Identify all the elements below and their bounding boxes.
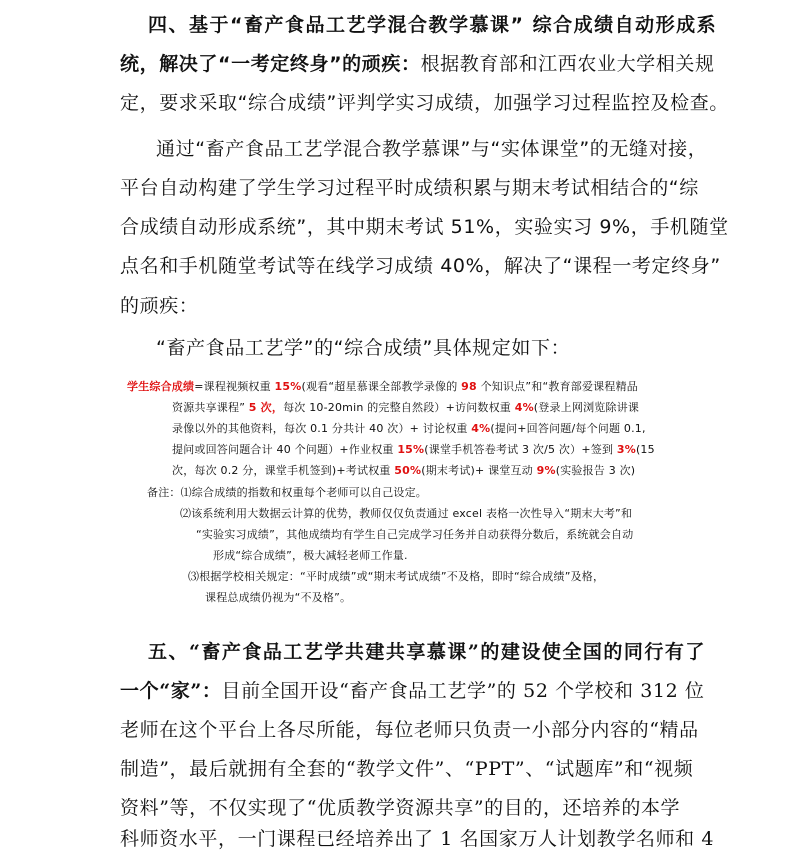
- formula-text: 录像以外的其他资料，每次 0.1 分共计 40 次）+ 讨论权重: [172, 422, 472, 435]
- formula-line: [172, 462, 635, 478]
- formula-text: (观看“超星慕课全部教学录像的: [301, 380, 462, 393]
- section5-line2: [120, 676, 705, 703]
- formula-line: [172, 420, 646, 436]
- formula-highlight: 15%: [274, 380, 302, 393]
- formula-highlight: 9%: [536, 464, 556, 477]
- section4-para-line: 通过“畜产食品工艺学混合教学慕课”与“实体课堂”的无缝对接，: [156, 138, 708, 160]
- formula-text: =课程视频权重: [194, 380, 275, 393]
- section5-line: 老师在这个平台上各尽所能，每位老师只负责一小部分内容的“精品: [120, 719, 699, 741]
- section5-line2-bold: 一个“家”：: [120, 680, 222, 702]
- section4-heading-line2: [120, 49, 715, 76]
- formula-highlight: 98: [461, 380, 477, 393]
- formula-highlight: 4%: [514, 401, 534, 414]
- formula-text: 次，每次 0.2 分，课堂手机签到)+考试权重: [172, 464, 395, 477]
- note-1: 备注：⑴综合成绩的指数和权重每个老师可以自己设定。: [147, 486, 427, 499]
- formula-text: 提问或回答问题合计 40 个问题）+作业权重: [172, 443, 398, 456]
- note-3-line1: ⑶根据学校相关规定：“平时成绩”或“期末考试成绩”不及格，即时“综合成绩”及格，: [188, 570, 605, 583]
- formula-text: 个知识点”和“教育部爱课程精品: [476, 380, 638, 393]
- formula-line: [172, 399, 639, 415]
- section5-line2-rest: 目前全国开设“畜产食品工艺学”的 52 个学校和 312 位: [221, 680, 705, 702]
- formula-text: (期末考试)+ 课堂互动: [421, 464, 537, 477]
- formula-line: [172, 441, 655, 457]
- section5-line: 科师资水平，一门课程已经培养出了 1 名国家万人计划教学名师和 4: [120, 828, 715, 850]
- section4-heading-rest: 根据教育部和江西农业大学相关规: [420, 53, 715, 75]
- formula-text: 资源共享课程”: [172, 401, 249, 414]
- note-2-line3: 形成“综合成绩”，极大减轻老师工作量.: [213, 549, 408, 562]
- formula-text: 每次 10-20min 的完整自然段）+访问数权重: [283, 401, 515, 414]
- section4-line3: 定，要求采取“综合成绩”评判学实习成绩，加强学习过程监控及检查。: [120, 92, 729, 114]
- section4-heading-bold: 统，解决了“一考定终身”的顽疾：: [120, 53, 421, 75]
- formula-highlight: 4%: [471, 422, 491, 435]
- section4-heading-line1: 四、基于“畜产食品工艺学混合教学慕课” 综合成绩自动形成系: [148, 14, 718, 36]
- formula-highlight: 50%: [394, 464, 422, 477]
- note-2-line2: “实验实习成绩”，其他成绩均有学生自己完成学习任务并自动获得分数后，系统就会自动: [196, 528, 634, 541]
- formula-line: [127, 378, 638, 394]
- section5-heading-line1: 五、“畜产食品工艺学共建共享慕课”的建设使全国的同行有了: [148, 641, 706, 663]
- formula-highlight: 3%: [616, 443, 636, 456]
- formula-highlight: 15%: [397, 443, 425, 456]
- formula-text: (登录上网浏览除讲课: [533, 401, 640, 414]
- formula-text: (15: [635, 443, 655, 456]
- note-2-line1: ⑵该系统利用大数据云计算的优势，教师仅仅负责通过 excel 表格一次性导入“期末大考”和: [180, 507, 633, 520]
- note-3-line2: 课程总成绩仍视为“不及格”。: [205, 591, 352, 604]
- formula-text: (课堂手机答卷考试 3 次/5 次）+签到: [424, 443, 617, 456]
- formula-highlight: 5 次，: [248, 401, 284, 414]
- rules-intro: “畜产食品工艺学”的“综合成绩”具体规定如下：: [156, 337, 571, 359]
- section4-para-line: 的顽疾：: [120, 295, 199, 317]
- section5-line: 制造”，最后就拥有全套的“教学文件”、“PPT”、“试题库”和“视频: [120, 758, 694, 780]
- section4-para-line: 点名和手机随堂考试等在线学习成绩 40%，解决了“课程一考定终身”: [120, 255, 721, 277]
- section4-para-line: 合成绩自动形成系统”，其中期末考试 51%，实验实习 9%，手机随堂: [120, 216, 729, 238]
- section4-para-line: 平台自动构建了学生学习过程平时成绩积累与期末考试相结合的“综: [120, 177, 699, 199]
- formula-highlight: 学生综合成绩: [127, 380, 195, 393]
- formula-text: (提问+回答问题/每个问题 0.1,: [490, 422, 646, 435]
- formula-text: (实验报告 3 次): [555, 464, 636, 477]
- section5-line: 资料”等，不仅实现了“优质教学资源共享”的目的，还培养的本学: [120, 797, 681, 819]
